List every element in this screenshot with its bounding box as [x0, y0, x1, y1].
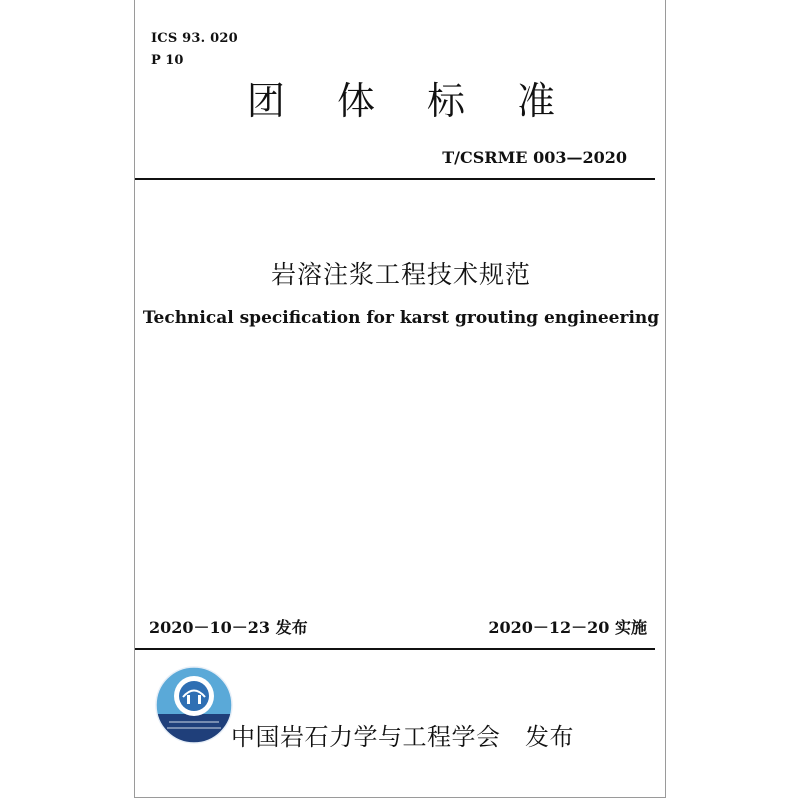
ics-code: ICS 93. 020 [151, 31, 238, 46]
seal-graphic [153, 664, 235, 746]
bottom-divider [135, 648, 655, 650]
title-english: Technical specification for karst grouting engineering [142, 308, 660, 328]
standard-number: T/CSRME 003—2020 [442, 148, 627, 167]
top-divider [135, 178, 655, 180]
classification-code: P 10 [151, 53, 184, 68]
standard-type-heading: 团 体 标 准 [246, 79, 576, 123]
publisher: 中国岩石力学与工程学会 发布 [231, 723, 574, 751]
issue-date: 2020－10－23 发布 [149, 618, 308, 637]
title-chinese: 岩溶注浆工程技术规范 [270, 260, 531, 289]
implementation-date: 2020－12－20 实施 [488, 618, 647, 637]
standard-cover [134, 0, 666, 798]
society-seal-icon [153, 664, 235, 746]
